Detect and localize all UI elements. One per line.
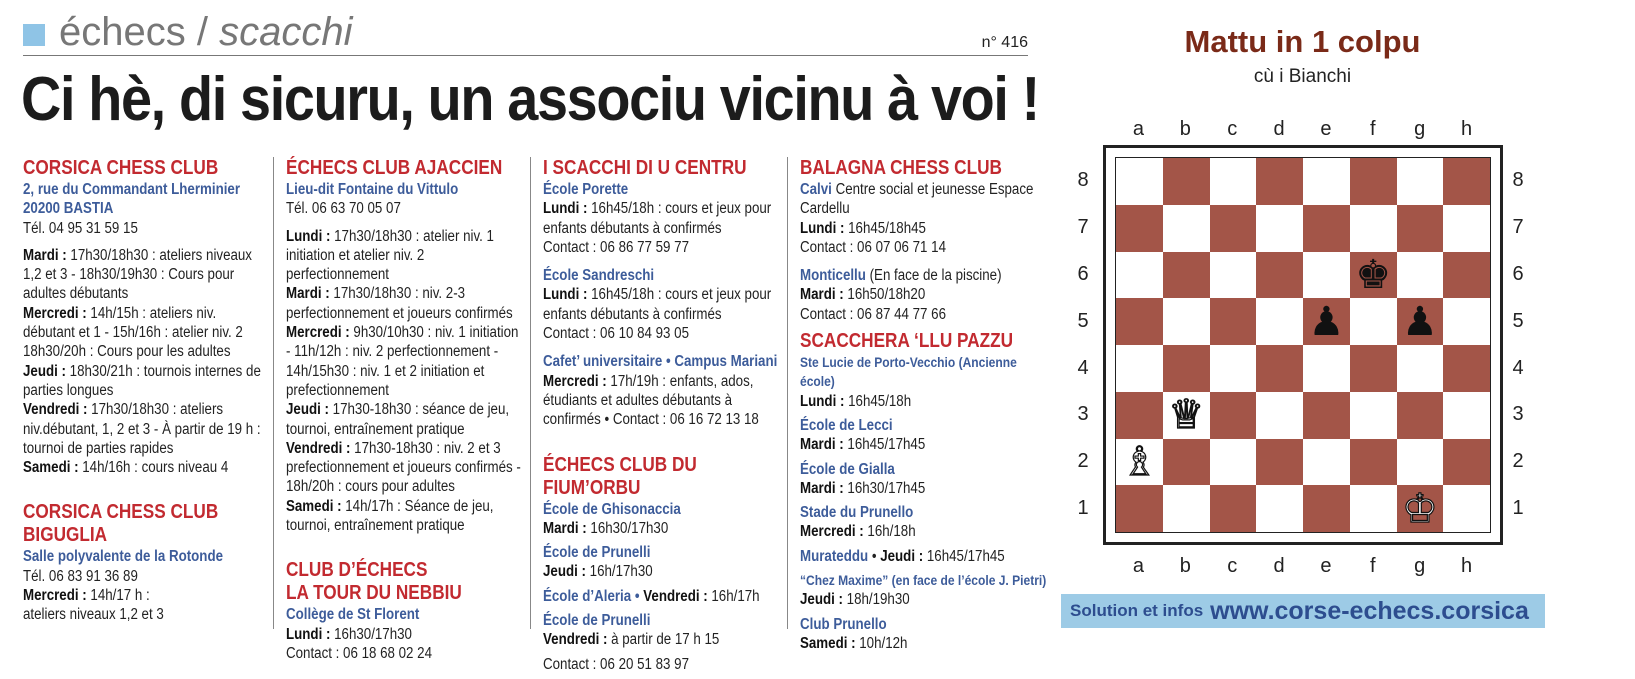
rank-label: 2 [1077, 450, 1089, 473]
column-divider [787, 157, 788, 629]
file-label: b [1179, 118, 1191, 140]
square-b4[interactable] [1163, 345, 1210, 392]
schedule-entry: Mardi : 16h30/17h30 [543, 519, 669, 537]
schedule-entry: Samedi : 10h/12h [800, 634, 908, 652]
square-h7[interactable] [1443, 205, 1490, 252]
schedule-entry: Jeudi : 16h/17h30 [543, 563, 653, 581]
square-b6[interactable] [1163, 252, 1210, 299]
square-a2[interactable] [1116, 439, 1163, 486]
square-g5[interactable] [1397, 298, 1444, 345]
club-name: CLUB D’ÉCHECS [286, 559, 428, 582]
schedule-entry: Lundi : 16h45/18h : cours et jeux pour enfants débutants à confirmés [543, 200, 772, 237]
column-divider [273, 157, 274, 629]
schedule-entry: Vendredi : à partir de 17 h 15 [543, 631, 720, 649]
schedule-entry: Samedi : 14h/17h : Séance de jeu, tournoi, entraînement pratique [286, 497, 494, 535]
schedule-entry: Mardi : 17h30/18h30 : ateliers niveaux 1,2 et 3 - 18h30/19h30 : Cours pour adultes débutants [23, 246, 252, 303]
rubric-title-fr: échecs / [59, 10, 220, 54]
square-h6[interactable] [1443, 252, 1490, 299]
square-g7[interactable] [1397, 205, 1444, 252]
club-location: Lieu-dit Fontaine du Vittulo [286, 181, 459, 198]
square-e7[interactable] [1303, 205, 1350, 252]
club-contact: Contact : 06 20 51 83 97 [543, 655, 690, 673]
club-contact: Contact : 06 18 68 02 24 [286, 644, 433, 662]
square-d7[interactable] [1256, 205, 1303, 252]
square-c8[interactable] [1210, 158, 1257, 205]
square-f1[interactable] [1350, 485, 1397, 532]
club-name: I SCACCHI DI U CENTRU [543, 157, 747, 179]
headline: Ci hè, di sicuru, un associu vicinu à voi ! [21, 65, 1039, 134]
square-a8[interactable] [1116, 158, 1163, 205]
square-e5[interactable] [1303, 298, 1350, 345]
schedule-entry: Mercredi : 14h/15h : ateliers niv. débutant et 1 - 15h/16h : atelier niv. 2 18h30/20h : Cours pour les adultes [23, 304, 243, 361]
puzzle-subtitle: cù i Bianchi [1253, 66, 1352, 87]
rank-label: 7 [1512, 215, 1524, 238]
file-label: f [1370, 555, 1376, 577]
square-b8[interactable] [1163, 158, 1210, 205]
club-name: LA TOUR DU NEBBIU [286, 582, 462, 605]
square-c7[interactable] [1210, 205, 1257, 252]
square-d4[interactable] [1256, 345, 1303, 392]
file-label: a [1132, 555, 1144, 577]
club-location: Monticellu (En face de la piscine) [800, 267, 1002, 285]
schedule-entry: Mercredi : 16h/18h [800, 523, 916, 541]
club-phone: Tél. 06 63 70 05 07 [286, 200, 401, 218]
club-name: ÉCHECS CLUB DU FIUM’ORBU [543, 453, 697, 499]
white-king-icon[interactable]: ♔ [1401, 485, 1438, 532]
schedule-entry: Mercredi : 9h30/10h30 : niv. 1 initiation - 11h/12h : niv. 2 perfectionnement - 14h/15h30 : niv. 1 et 2 initiation et prefectionnement [286, 324, 519, 399]
square-c5[interactable] [1210, 298, 1257, 345]
square-e8[interactable] [1303, 158, 1350, 205]
schedule-entry: Mardi : 16h30/17h45 [800, 479, 926, 497]
square-b5[interactable] [1163, 298, 1210, 345]
square-e2[interactable] [1303, 439, 1350, 486]
schedule-entry: Jeudi : 17h30-18h30 : séance de jeu, tournoi, entraînement pratique [286, 401, 510, 438]
school-name: École de Prunelli [543, 612, 651, 630]
square-f5[interactable] [1350, 298, 1397, 345]
solution-label: Solution et infos [1070, 601, 1204, 620]
club-location: Salle polyvalente de la Rotonde [23, 548, 224, 566]
file-labels-top [1115, 118, 1490, 141]
square-e6[interactable] [1303, 252, 1350, 299]
schedule-entry: Mercredi : 17h/19h : enfants, ados, étudiants et adultes débutants à confirmés • Contact : 06 16 72 13 18 [543, 372, 759, 429]
rank-label: 2 [1512, 450, 1524, 473]
square-f6[interactable] [1350, 252, 1397, 299]
chess-board [1115, 157, 1491, 533]
club-location: Calvi Centre social et jeunesse Espace Cardellu [800, 181, 1034, 218]
school-name: École de Lecci [800, 416, 893, 434]
square-h2[interactable] [1443, 439, 1490, 486]
schedule-entry: Vendredi : 17h30/18h30 : ateliers niv.débutant, 1, 2 et 3 - À partir de 19 h : tournoi de parties rapides [23, 401, 261, 457]
rank-label: 6 [1077, 262, 1089, 285]
black-king-icon[interactable]: ♚ [1355, 251, 1392, 298]
rank-label: 5 [1077, 309, 1089, 332]
schedule-entry: Lundi : 16h45/18h [800, 392, 912, 410]
schedule-entry: Samedi : 14h/16h : cours niveau 4 [23, 459, 229, 477]
square-b7[interactable] [1163, 205, 1210, 252]
club-name: CORSICA CHESS CLUB [23, 157, 219, 179]
file-label: h [1461, 555, 1473, 577]
square-e1[interactable] [1303, 485, 1350, 532]
square-g4[interactable] [1397, 345, 1444, 392]
rank-label: 5 [1512, 309, 1524, 332]
club-address: 2, rue du Commandant Lherminier [23, 181, 241, 198]
square-c6[interactable] [1210, 252, 1257, 299]
square-b3[interactable] [1163, 392, 1210, 439]
file-label: b [1179, 555, 1191, 577]
square-g1[interactable] [1397, 485, 1444, 532]
rank-label: 4 [1077, 356, 1089, 379]
club-phone: Tél. 06 83 91 36 89 [23, 567, 138, 585]
file-label: e [1320, 555, 1332, 577]
column-1 [23, 157, 271, 625]
school-name: Club Prunello [800, 615, 887, 633]
column-divider [530, 157, 531, 629]
rank-label: 3 [1512, 403, 1524, 426]
file-label: c [1227, 555, 1238, 577]
schedule-entry: ateliers niveaux 1,2 et 3 [23, 606, 164, 624]
square-h4[interactable] [1443, 345, 1490, 392]
club-name: BALAGNA CHESS CLUB [800, 157, 1002, 179]
square-d5[interactable] [1256, 298, 1303, 345]
black-pawn-icon[interactable]: ♟ [1308, 298, 1345, 345]
square-d2[interactable] [1256, 439, 1303, 486]
schedule-entry: École d’Aleria • Vendredi : 16h/17h [543, 587, 760, 605]
issue-number: n° 416 [981, 34, 1028, 51]
column-3 [543, 157, 783, 674]
square-c4[interactable] [1210, 345, 1257, 392]
club-contact: Contact : 06 86 77 59 77 [543, 238, 690, 256]
square-g3[interactable] [1397, 392, 1444, 439]
square-h5[interactable] [1443, 298, 1490, 345]
schedule-entry: Mardi : 16h45/17h45 [800, 436, 926, 454]
file-labels-bottom [1115, 555, 1490, 578]
rank-label: 8 [1512, 169, 1524, 191]
file-label: h [1461, 118, 1473, 140]
square-c2[interactable] [1210, 439, 1257, 486]
school-name: École de Gialla [800, 460, 895, 478]
schedule-entry: Vendredi : 17h30-18h30 : niv. 2 et 3 prefectionnement et joueurs confirmés - 18h/20h : cours pour adultes [286, 439, 521, 496]
file-label: e [1320, 118, 1332, 140]
schedule-entry: Murateddu • Jeudi : 16h45/17h45 [800, 547, 1005, 565]
rank-label: 6 [1512, 262, 1524, 285]
schedule-entry: Lundi : 16h45/18h : cours et jeux pour enfants débutants à confirmés [543, 286, 772, 323]
solution-banner [1061, 594, 1545, 628]
school-name: École Porette [543, 181, 629, 198]
square-b1[interactable] [1163, 485, 1210, 532]
square-e3[interactable] [1303, 392, 1350, 439]
rank-label: 3 [1077, 403, 1089, 426]
schedule-entry: Jeudi : 18h/19h30 [800, 591, 910, 609]
square-h1[interactable] [1443, 485, 1490, 532]
club-contact: Contact : 06 87 44 77 66 [800, 305, 947, 323]
club-name: BIGUGLIA [23, 524, 108, 547]
rank-labels-left [1073, 157, 1093, 532]
school-name: École Sandreschi [543, 267, 655, 285]
schedule-entry: Lundi : 16h30/17h30 [286, 625, 412, 643]
school-name: “Chez Maxime” (en face de l’école J. Pietri) [800, 572, 1047, 589]
rank-label: 4 [1512, 356, 1524, 379]
schedule-entry: Lundi : 17h30/18h30 : atelier niv. 1 initiation et atelier niv. 2 perfectionnement [286, 227, 494, 284]
file-label: f [1370, 118, 1376, 140]
club-contact: Contact : 06 07 06 71 14 [800, 238, 947, 256]
club-address: 20200 BASTIA [23, 200, 114, 218]
rubric-square-icon [23, 24, 45, 46]
square-a1[interactable] [1116, 485, 1163, 532]
club-phone: Tél. 04 95 31 59 15 [23, 219, 138, 237]
rank-label: 7 [1077, 215, 1089, 238]
square-a5[interactable] [1116, 298, 1163, 345]
rubric-title-co: scacchi [219, 10, 353, 54]
school-name: Cafet’ universitaire • Campus Mariani [543, 353, 778, 371]
schedule-entry: Lundi : 16h45/18h45 [800, 219, 926, 237]
file-label: a [1132, 118, 1144, 140]
square-f7[interactable] [1350, 205, 1397, 252]
file-label: d [1273, 118, 1285, 140]
schedule-entry: Mardi : 17h30/18h30 : niv. 2-3 perfectionnement et joueurs confirmés [286, 285, 513, 322]
square-c3[interactable] [1210, 392, 1257, 439]
square-a3[interactable] [1116, 392, 1163, 439]
schedule-entry: Mercredi : 14h/17 h : [23, 587, 150, 605]
square-e4[interactable] [1303, 345, 1350, 392]
square-d8[interactable] [1256, 158, 1303, 205]
rank-label: 1 [1512, 497, 1524, 520]
square-b2[interactable] [1163, 439, 1210, 486]
school-name: École de Ghisonaccia [543, 500, 681, 518]
schedule-entry: Jeudi : 18h30/21h : tournois internes de parties longues [23, 362, 261, 399]
square-f4[interactable] [1350, 345, 1397, 392]
club-name: CORSICA CHESS CLUB [23, 501, 219, 524]
square-a7[interactable] [1116, 205, 1163, 252]
white-queen-icon[interactable]: ♕ [1168, 392, 1205, 439]
club-name: SCACCHERA ‘LLU PAZZU [800, 330, 1014, 353]
file-label: g [1414, 118, 1426, 140]
column-4 [800, 157, 1050, 653]
square-h3[interactable] [1443, 392, 1490, 439]
square-c1[interactable] [1210, 485, 1257, 532]
rubric-header [23, 10, 1028, 56]
rank-labels-right [1508, 157, 1528, 532]
file-label: d [1273, 555, 1285, 577]
white-bishop-icon[interactable]: ♗ [1121, 438, 1158, 485]
file-label: g [1414, 555, 1426, 577]
square-a6[interactable] [1116, 252, 1163, 299]
square-d3[interactable] [1256, 392, 1303, 439]
school-name: Ste Lucie de Porto-Vecchio (Ancienne école) [800, 354, 1017, 390]
club-name: ÉCHECS CLUB AJACCIEN [286, 157, 503, 179]
square-f8[interactable] [1350, 158, 1397, 205]
square-d1[interactable] [1256, 485, 1303, 532]
square-g6[interactable] [1397, 252, 1444, 299]
schedule-entry: Mardi : 16h50/18h20 [800, 286, 926, 304]
school-name: Stade du Prunello [800, 504, 914, 522]
solution-link[interactable]: www.corse-echecs.corsica [1210, 596, 1529, 625]
square-d6[interactable] [1256, 252, 1303, 299]
club-location: Collège de St Florent [286, 606, 420, 624]
square-h8[interactable] [1443, 158, 1490, 205]
square-f2[interactable] [1350, 439, 1397, 486]
black-pawn-icon[interactable]: ♟ [1401, 298, 1438, 345]
puzzle-title: Mattu in 1 colpu [1184, 24, 1421, 59]
column-2 [286, 157, 526, 663]
school-name: École de Prunelli [543, 544, 651, 562]
square-g8[interactable] [1397, 158, 1444, 205]
square-f3[interactable] [1350, 392, 1397, 439]
square-g2[interactable] [1397, 439, 1444, 486]
rank-label: 8 [1077, 169, 1089, 191]
file-label: c [1227, 118, 1238, 140]
square-a4[interactable] [1116, 345, 1163, 392]
rank-label: 1 [1077, 497, 1089, 520]
club-contact: Contact : 06 10 84 93 05 [543, 325, 690, 343]
rubric-title [59, 10, 352, 54]
